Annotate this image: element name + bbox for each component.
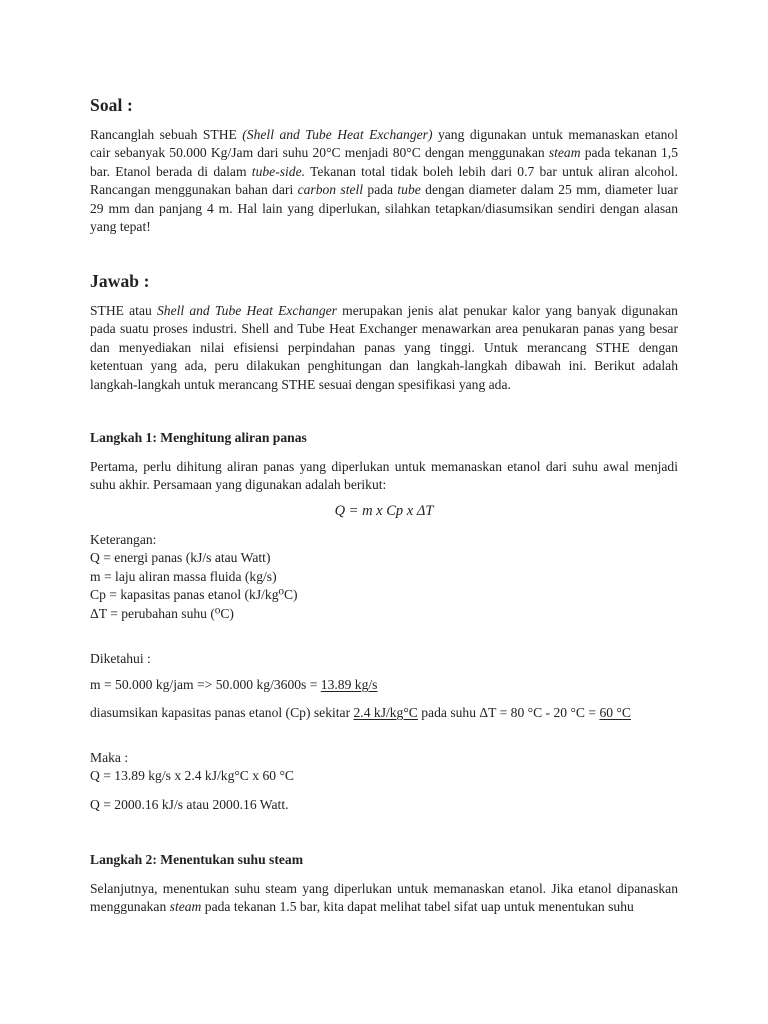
paragraph-line bbox=[90, 163, 678, 181]
langkah1-title: Langkah 1: Menghitung aliran panas bbox=[90, 430, 307, 445]
italic-term: steam bbox=[169, 899, 202, 915]
paragraph-line bbox=[90, 200, 678, 218]
langkah2-title: Langkah 2: Menentukan suhu steam bbox=[90, 852, 304, 867]
paragraph-line bbox=[90, 181, 678, 199]
keterangan-label: Keterangan: bbox=[90, 532, 157, 547]
italic-term: Shell and Tube Heat Exchanger bbox=[156, 303, 337, 318]
text-run: Selanjutnya, menentukan suhu steam yang diperlukan untuk memanaskan etanol. Jika etanol dipanaskan bbox=[90, 881, 678, 896]
paragraph-line bbox=[90, 880, 678, 898]
text-run: bar. Etanol berada di dalam bbox=[90, 163, 252, 179]
mass-flow-result: 13.89 kg/s bbox=[320, 677, 378, 692]
diketahui-label: Diketahui : bbox=[90, 651, 151, 666]
delta-t-value: 60 °C bbox=[599, 705, 631, 720]
mass-flow-conversion: m = 50.000 kg/jam => 50.000 kg/3600s = bbox=[90, 677, 321, 692]
keterangan-item-cp: Cp = kapasitas panas etanol (kJ/kg⁰C) bbox=[90, 587, 298, 603]
paragraph-line bbox=[90, 898, 678, 916]
text-run: langkah-langkah untuk merancang STHE sesuai dengan spesifikasi yang ada. bbox=[90, 376, 511, 392]
mass-flow-line bbox=[90, 676, 678, 694]
text-run: cair sebanyak 50.000 Kg/Jam dari suhu 20°C menjadi 80°C dengan menggunakan bbox=[90, 145, 549, 161]
cp-text-c: pada suhu ΔT = 80 °C - 20 °C = bbox=[417, 705, 600, 720]
text-run: merupakan jenis alat penukar kalor yang banyak digunakan bbox=[336, 303, 678, 318]
paragraph-line bbox=[90, 302, 678, 320]
paragraph-line bbox=[90, 339, 678, 357]
text-run: STHE atau bbox=[90, 303, 157, 318]
paragraph-line bbox=[90, 144, 678, 162]
maka-label: Maka : bbox=[90, 750, 129, 765]
calc-line-2: Q = 2000.16 kJ/s atau 2000.16 Watt. bbox=[90, 797, 289, 812]
text-run: dengan diameter dalam 25 mm, diameter luar bbox=[420, 182, 678, 198]
maka-block bbox=[90, 749, 678, 786]
text-run: pada tekanan 1.5 bar, kita dapat melihat tabel sifat uap untuk menentukan suhu bbox=[201, 899, 634, 915]
italic-term: tube bbox=[397, 182, 421, 198]
text-run: Rancangan menggunakan bahan dari bbox=[90, 182, 298, 198]
text-run: ketentuan yang ada, peru dilakukan penghitungan dan langkah-langkah dibawah ini. Berikut adalah bbox=[90, 358, 678, 374]
cp-text-a: diasumsikan kapasitas panas etanol (Cp) sekitar bbox=[90, 705, 354, 720]
text-run: Pertama, perlu dihitung aliran panas yang diperlukan untuk memanaskan etanol dari suhu awal menjadi bbox=[90, 459, 678, 474]
calc-line-1: Q = 13.89 kg/s x 2.4 kJ/kg°C x 60 °C bbox=[90, 768, 294, 784]
keterangan-item-m: m = laju aliran massa fluida (kg/s) bbox=[90, 568, 277, 584]
soal-heading: Soal : bbox=[90, 95, 133, 115]
heat-equation: Q = m x Cp x ΔT bbox=[334, 503, 434, 519]
text-run: 29 mm dan panjang 4 m. Hal lain yang diperlukan, silahkan tetapkan/diasumsikan sendiri dengan alasan bbox=[90, 200, 678, 216]
text-run: yang tepat! bbox=[90, 219, 151, 235]
jawab-paragraph bbox=[90, 302, 678, 394]
paragraph-line bbox=[90, 376, 678, 394]
italic-term: (Shell and Tube Heat Exchanger) bbox=[242, 127, 433, 142]
paragraph-line bbox=[90, 476, 678, 494]
paragraph-line bbox=[90, 126, 678, 144]
italic-term: carbon stell bbox=[297, 182, 364, 198]
italic-term: tube-side. bbox=[251, 163, 306, 179]
text-run: pada bbox=[363, 182, 398, 198]
langkah1-intro bbox=[90, 458, 678, 495]
keterangan-item-q: Q = energi panas (kJ/s atau Watt) bbox=[90, 550, 271, 566]
keterangan-list bbox=[90, 531, 678, 623]
soal-paragraph bbox=[90, 126, 678, 236]
cp-assumption-line bbox=[90, 704, 678, 722]
text-run: Tekanan total tidak boleh lebih dari 0.7 bar untuk aliran alcohol. bbox=[305, 163, 678, 179]
keterangan-item-dt: ΔT = perubahan suhu (⁰C) bbox=[90, 605, 234, 621]
text-run: menggunakan bbox=[90, 899, 170, 915]
text-run: pada tekanan 1,5 bbox=[580, 145, 678, 161]
text-run: dan menyediakan nilai efisiensi perpindahan panas yang tinggi. Untuk merancang STHE dengan bbox=[90, 339, 678, 355]
langkah2-paragraph bbox=[90, 880, 678, 917]
paragraph-line bbox=[90, 320, 678, 338]
text-run: Rancanglah sebuah STHE bbox=[90, 127, 243, 142]
paragraph-line bbox=[90, 357, 678, 375]
text-run: suhu akhir. Persamaan yang digunakan adalah berikut: bbox=[90, 477, 387, 493]
jawab-heading: Jawab : bbox=[90, 271, 150, 291]
italic-term: steam bbox=[548, 145, 581, 161]
cp-value: 2.4 kJ/kg°C bbox=[353, 705, 418, 720]
text-run: yang digunakan untuk memanaskan etanol bbox=[432, 127, 678, 142]
paragraph-line bbox=[90, 218, 678, 236]
paragraph-line bbox=[90, 458, 678, 476]
text-run: pada suatu proses industri. Shell and Tube Heat Exchanger menawarkan area penukaran panas yang besar bbox=[90, 321, 678, 337]
